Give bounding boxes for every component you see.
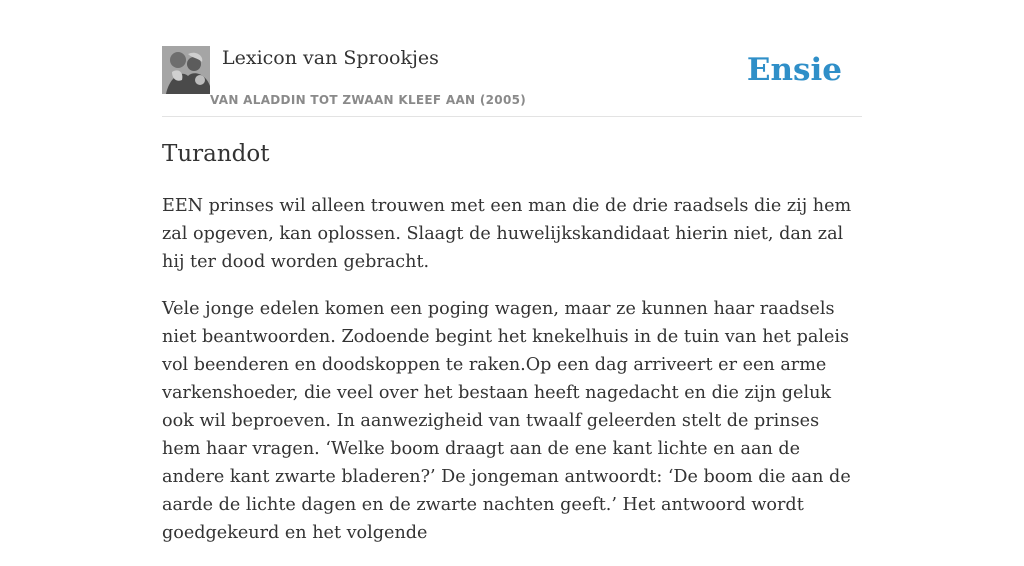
book-title-link[interactable]: Lexicon van Sprookjes	[222, 47, 439, 69]
entry-paragraph-1: EEN prinses wil alleen trouwen met een man die de drie raadsels die zij hem zal opgeven, kan oplossen. Slaagt de huwelijkskandidaat hierin niet, dan zal hij ter dood worden gebracht.	[162, 196, 852, 272]
entry-content	[162, 138, 862, 566]
header	[162, 46, 862, 117]
book-cover-icon[interactable]	[162, 46, 210, 94]
entry-title: Turandot	[162, 141, 270, 167]
book-cover-image	[162, 46, 210, 94]
book-subtitle: VAN ALADDIN TOT ZWAAN KLEEF AAN (2005)	[210, 93, 527, 107]
entry-paragraph-2: Vele jonge edelen komen een poging wagen, maar ze kunnen haar raadsels niet beantwoorden. Zodoende begint het knekelhuis in de tuin van het paleis vol beenderen en doodskoppen te raken.Op een dag arriveert er een arme varkenshoeder, die veel over het bestaan heeft nagedacht en die zijn geluk ook wil beproeven. In aanwezigheid van twaalf geleerden stelt de prinses hem haar vragen. ‘Welke boom draagt aan de ene kant lichte en aan de andere kant zwarte bladeren?’ De jongeman antwoordt: ‘De boom die aan de aarde de lichte dagen en de zwarte nachten geeft.’ Het antwoord wordt goedgekeurd en het volgende	[162, 299, 851, 543]
ensie-logo[interactable]: Ensie	[746, 52, 842, 88]
